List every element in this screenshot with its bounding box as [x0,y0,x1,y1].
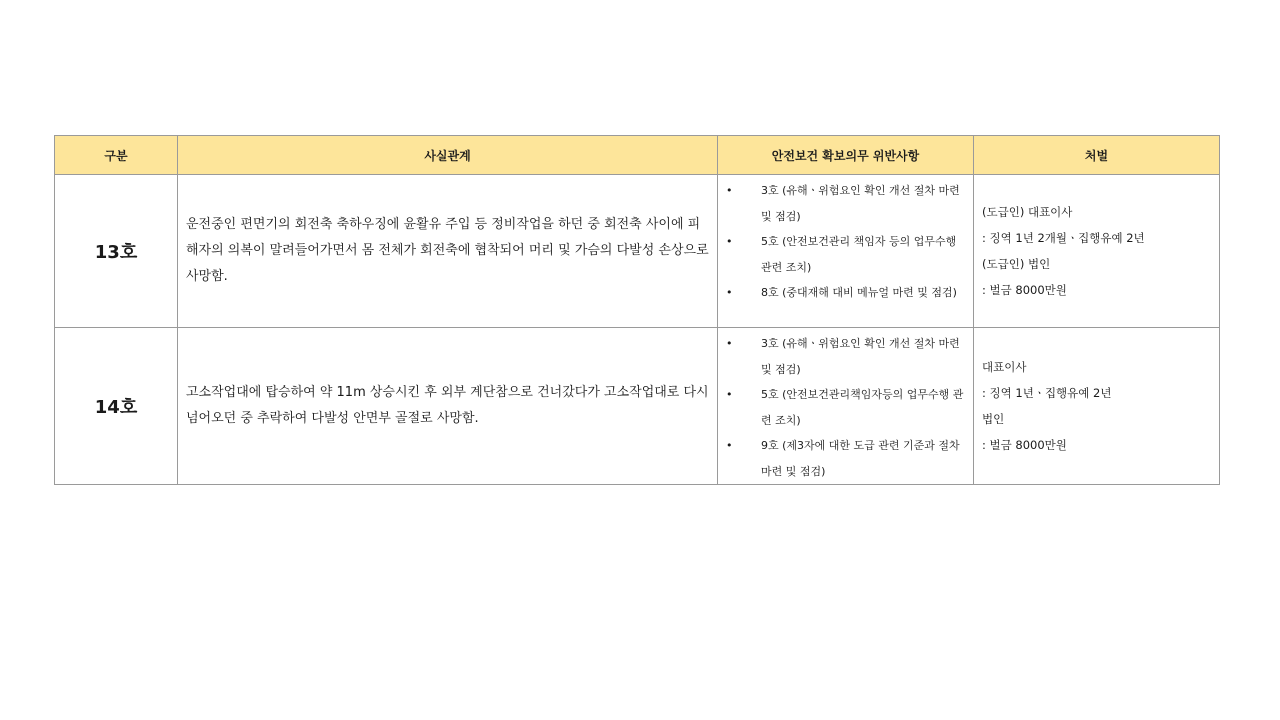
case-facts: 고소작업대에 탑승하여 약 11m 상승시킨 후 외부 계단참으로 건너갔다가 고소작업대로 다시 넘어오던 중 추락하여 다발성 안면부 골절로 사망함. [178,328,718,485]
violation-item [726,331,965,382]
violation-text: 5호 (안전보건관리 책임자 등의 업무수행 관련 조치) [761,235,957,274]
violation-item [726,178,965,229]
bullet-icon: • [726,439,733,452]
case-number: 14호 [55,328,178,485]
penalty-line: : 벌금 8000만원 [982,438,1067,452]
header-facts: 사실관계 [178,136,718,175]
bullet-icon: • [726,388,733,401]
bullet-icon: • [726,337,733,350]
penalty-line: : 징역 1년 2개월ㆍ집행유예 2년 [982,231,1145,245]
header-no: 구분 [55,136,178,175]
violation-text: 3호 (유해ㆍ위험요인 확인 개선 절차 마련 및 점검) [761,184,960,223]
violation-text: 5호 (안전보건관리책임자등의 업무수행 관련 조치) [761,388,964,427]
violation-list [718,328,973,484]
penalty-line: (도급인) 대표이사 [982,205,1073,219]
penalty-line: 법인 [982,412,1005,426]
penalty-line: : 징역 1년ㆍ집행유예 2년 [982,386,1112,400]
bullet-icon: • [726,184,733,197]
header-penalty: 처벌 [974,136,1220,175]
violation-item [726,280,965,306]
violations-cell [718,328,974,485]
penalty-cell [974,328,1220,485]
violation-list [718,175,973,306]
penalty-line: : 벌금 8000만원 [982,283,1067,297]
violation-text: 3호 (유해ㆍ위험요인 확인 개선 절차 마련 및 점검) [761,337,960,376]
violation-item [726,229,965,280]
penalty-line: (도급인) 법인 [982,257,1051,271]
case-facts: 운전중인 편면기의 회전축 축하우징에 윤활유 주입 등 정비작업을 하던 중 회전축 사이에 피해자의 의복이 말려들어가면서 몸 전체가 회전축에 협착되어 머리 및 가슴의 다발성 손상으로 사망함. [178,175,718,328]
header-violations: 안전보건 확보의무 위반사항 [718,136,974,175]
bullet-icon: • [726,286,733,299]
penalty-line: 대표이사 [982,360,1027,374]
table-row [55,175,1220,328]
violation-text: 9호 (제3자에 대한 도급 관련 기준과 절차 마련 및 점검) [761,439,960,478]
violation-text: 8호 (중대재해 대비 메뉴얼 마련 및 점검) [761,286,957,299]
table-header-row [55,136,1220,175]
case-number: 13호 [55,175,178,328]
table-row [55,328,1220,485]
violations-cell [718,175,974,328]
violation-item [726,382,965,433]
violation-item [726,433,965,484]
bullet-icon: • [726,235,733,248]
case-table [54,135,1220,485]
penalty-cell [974,175,1220,328]
